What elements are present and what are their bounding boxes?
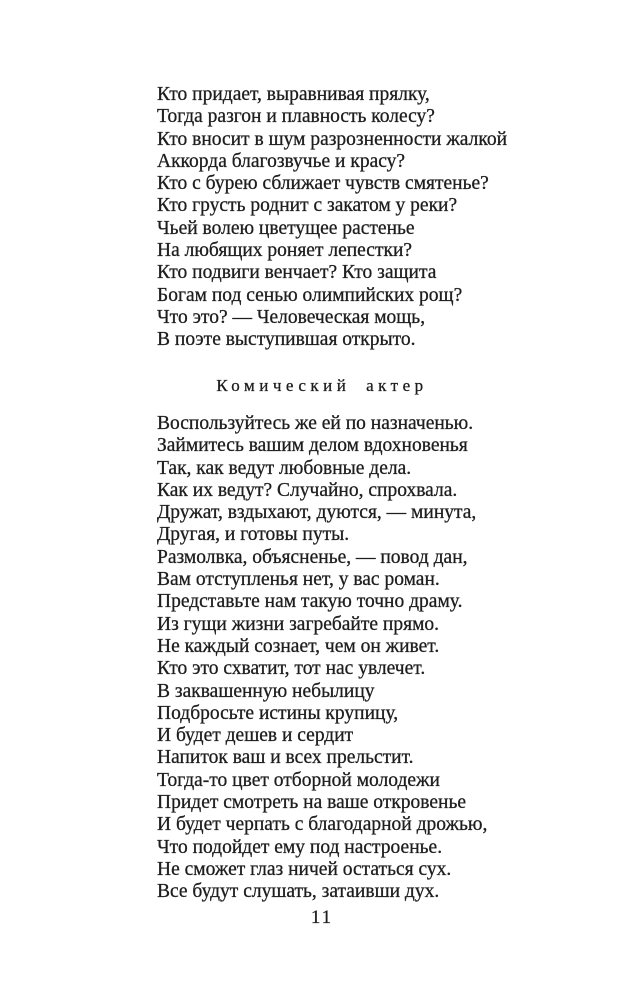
poem-line: Кто с бурею сближает чувств смятенье? <box>157 173 489 195</box>
poem-line: Кто это схватит, тот нас увлечет. <box>157 658 426 680</box>
poem-line: Так, как ведут любовные дела. <box>157 457 412 479</box>
poem-line: Другая, и готовы путы. <box>157 524 350 546</box>
poem-line: Кто подвиги венчает? Кто защита <box>157 262 437 284</box>
poem-line: Чьей волею цветущее растенье <box>157 217 415 239</box>
poem-stanza-1 <box>157 84 507 352</box>
poem-line: На любящих роняет лепестки? <box>157 240 413 262</box>
poem-line: Напиток ваш и всех прельстит. <box>157 747 414 769</box>
poem-stanza-2 <box>157 413 487 904</box>
poem-line: Аккорда благозвучье и красу? <box>157 150 406 172</box>
poem-line: Вам отступленья нет, у вас роман. <box>157 569 440 591</box>
poem-line: Представьте нам такую точно драму. <box>157 591 463 613</box>
poem-line: Богам под сенью олимпийских рощ? <box>157 284 463 306</box>
page-number: 11 <box>310 907 334 928</box>
poem-line: В поэте выступившая открыто. <box>157 329 416 351</box>
poem-line: Размолвка, объясненье, — повод дан, <box>157 546 468 568</box>
poem-line: Займитесь вашим делом вдохновенья <box>157 435 468 457</box>
poem-line: Все будут слушать, затаивши дух. <box>157 881 440 903</box>
poem-line: Что подойдет ему под настроенье. <box>157 836 443 858</box>
poem-line: Кто придает, выравнивая прялку, <box>157 84 430 105</box>
poem-line: Тогда разгон и плавность колесу? <box>157 106 435 128</box>
poem-line: Придет смотреть на ваше откровенье <box>157 792 467 814</box>
section-heading: Комический актер <box>216 376 428 395</box>
poem-line: Кто вносит в шум разрозненности жалкой <box>157 128 508 150</box>
poem-line: И будет дешев и сердит <box>157 725 354 747</box>
poem-line: Из гущи жизни загребайте прямо. <box>157 613 440 635</box>
poem-line: Воспользуйтесь же ей по назначенью. <box>157 413 474 434</box>
poem-line: Как их ведут? Случайно, спрохвала. <box>157 479 458 501</box>
poem-line: И будет черпать с благодарной дрожью, <box>157 814 488 836</box>
poem-line: Не сможет глаз ничей остаться сух. <box>157 858 452 880</box>
poem-line: Дружат, вздыхают, дуются, — минута, <box>157 502 477 524</box>
poem-line: Тогда-то цвет отборной молодежи <box>157 769 440 791</box>
poem-line: Подбросьте истины крупицу, <box>157 702 399 724</box>
poem-line: Что это? — Человеческая мощь, <box>157 306 426 328</box>
poem-line: В заквашенную небылицу <box>157 680 375 702</box>
poem-line: Не каждый сознает, чем он живет. <box>157 635 440 657</box>
poem-line: Кто грусть роднит с закатом у реки? <box>157 195 458 217</box>
